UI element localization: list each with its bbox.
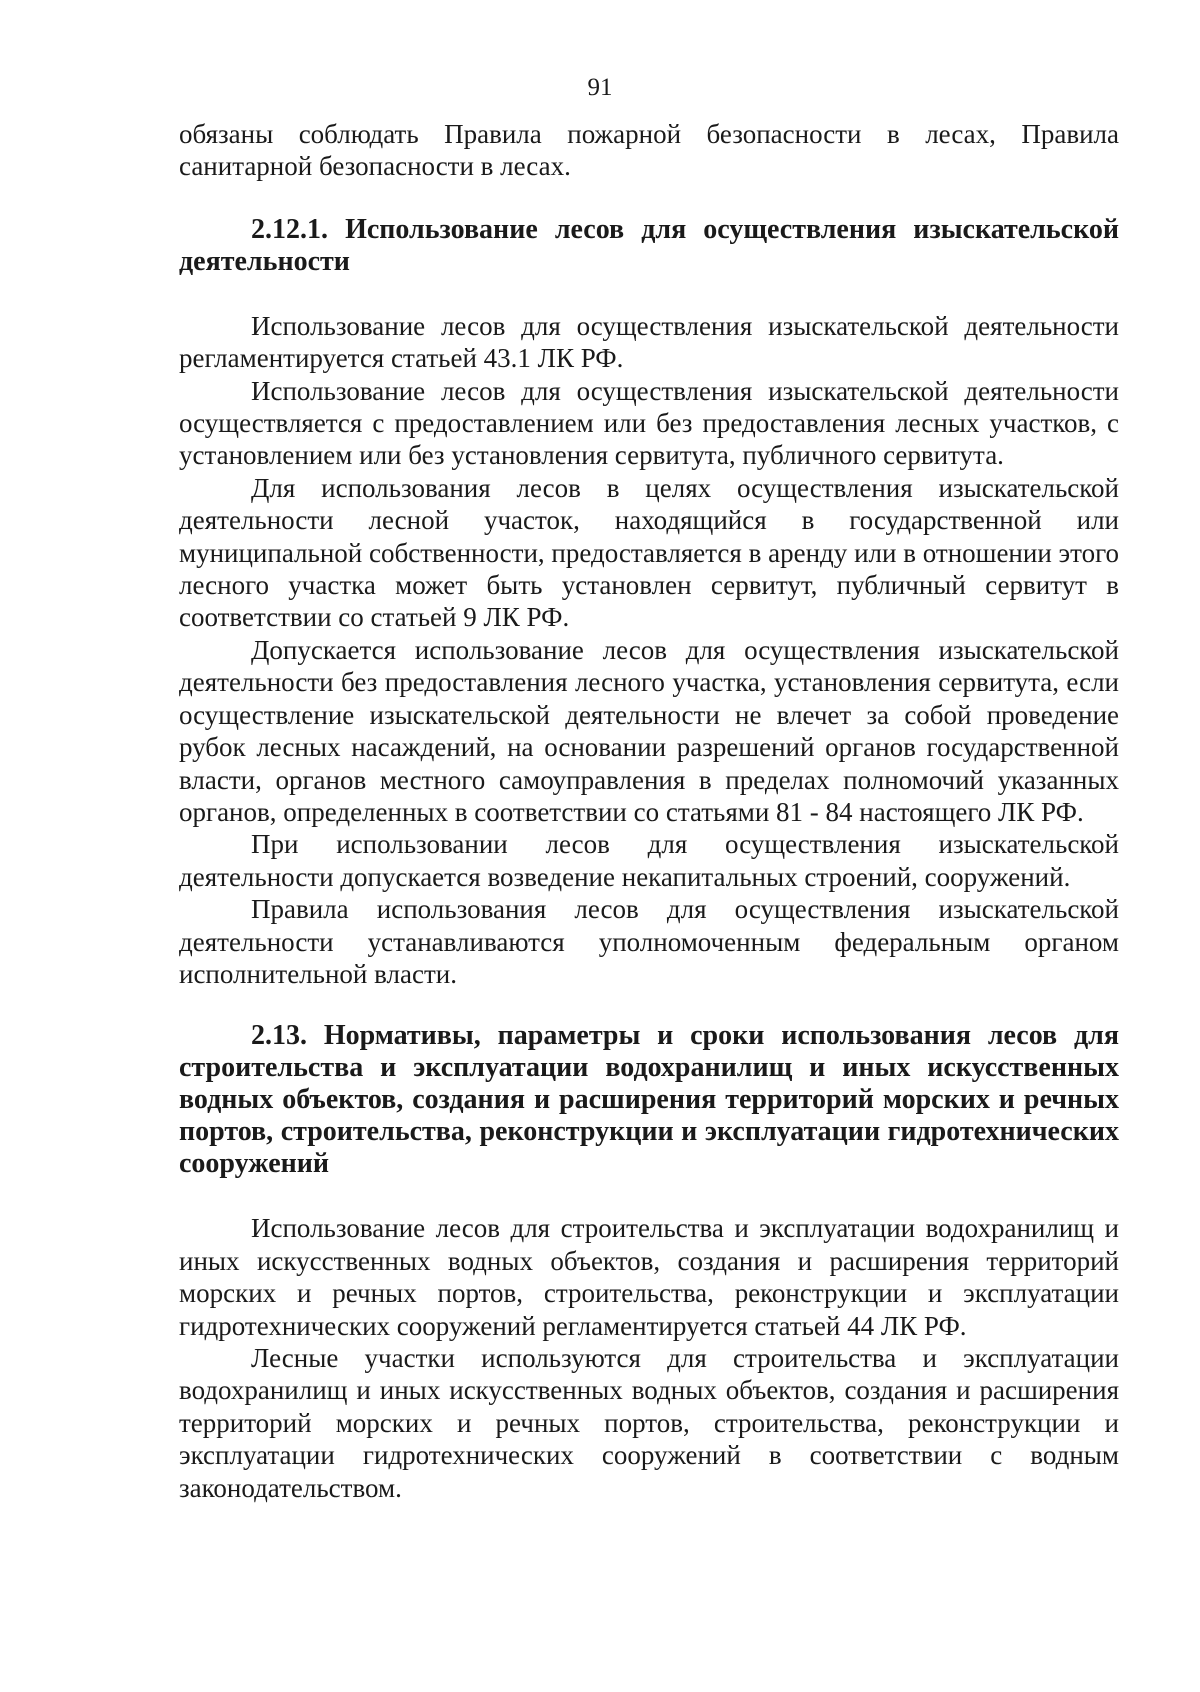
page-number: 91: [587, 74, 613, 101]
section-2-12-1-paragraph-6: Правила использования лесов для осуществления изыскательской деятельности устанавливаются уполномоченным федеральным органом исполнительной власти.: [179, 894, 1119, 989]
section-2-13-heading: 2.13. Нормативы, параметры и сроки использования лесов для строительства и эксплуатации водохранилищ и иных искусственных водных объектов, создания и расширения территорий морских и речных портов, строительства, реконструкции и эксплуатации гидротехнических сооружений: [179, 1020, 1119, 1180]
intro-continuation-paragraph: обязаны соблюдать Правила пожарной безопасности в лесах, Правила санитарной безопасности в лесах.: [179, 119, 1119, 182]
page-content: [179, 118, 1119, 1504]
section-2-13-paragraph-2: Лесные участки используются для строительства и эксплуатации водохранилищ и иных искусственных водных объектов, создания и расширения территорий морских и речных портов, строительства, реконструкции и эксплуатации гидротехнических сооружений в соответствии с водным законодательством.: [179, 1342, 1119, 1503]
section-2-12-1-heading: 2.12.1. Использование лесов для осуществления изыскательской деятельности: [179, 213, 1119, 277]
section-2-12-1-paragraph-1: Использование лесов для осуществления изыскательской деятельности регламентируется статьей 43.1 ЛК РФ.: [179, 310, 1119, 374]
section-2-12-1-paragraph-5: При использовании лесов для осуществления изыскательской деятельности допускается возведение некапитальных строений, сооружений.: [179, 829, 1119, 892]
section-2-12-1-paragraph-3: Для использования лесов в целях осуществления изыскательской деятельности лесной участок, находящийся в государственной или муниципальной собственности, предоставляется в аренду или в отношении этого лесного участка может быть установлен сервитут, публичный сервитут в соответствии со статьей 9 ЛК РФ.: [179, 472, 1119, 633]
section-2-13-paragraph-1: Использование лесов для строительства и эксплуатации водохранилищ и иных искусственных водных объектов, создания и расширения территорий морских и речных портов, строительства, реконструкции и эксплуатации гидротехнических сооружений регламентируется статьей 44 ЛК РФ.: [179, 1213, 1119, 1341]
section-2-12-1-paragraph-2: Использование лесов для осуществления изыскательской деятельности осуществляется с предоставлением или без предоставления лесных участков, с установлением или без установления сервитута, публичного сервитута.: [179, 375, 1119, 471]
section-2-12-1-paragraph-4: Допускается использование лесов для осуществления изыскательской деятельности без предоставления лесного участка, установления сервитута, если осуществление изыскательской деятельности не влечет за собой проведение рубок лесных насаждений, на основании разрешений органов государственной власти, органов местного самоуправления в пределах полномочий указанных органов, определенных в соответствии со статьями 81 - 84 настоящего ЛК РФ.: [179, 634, 1119, 827]
